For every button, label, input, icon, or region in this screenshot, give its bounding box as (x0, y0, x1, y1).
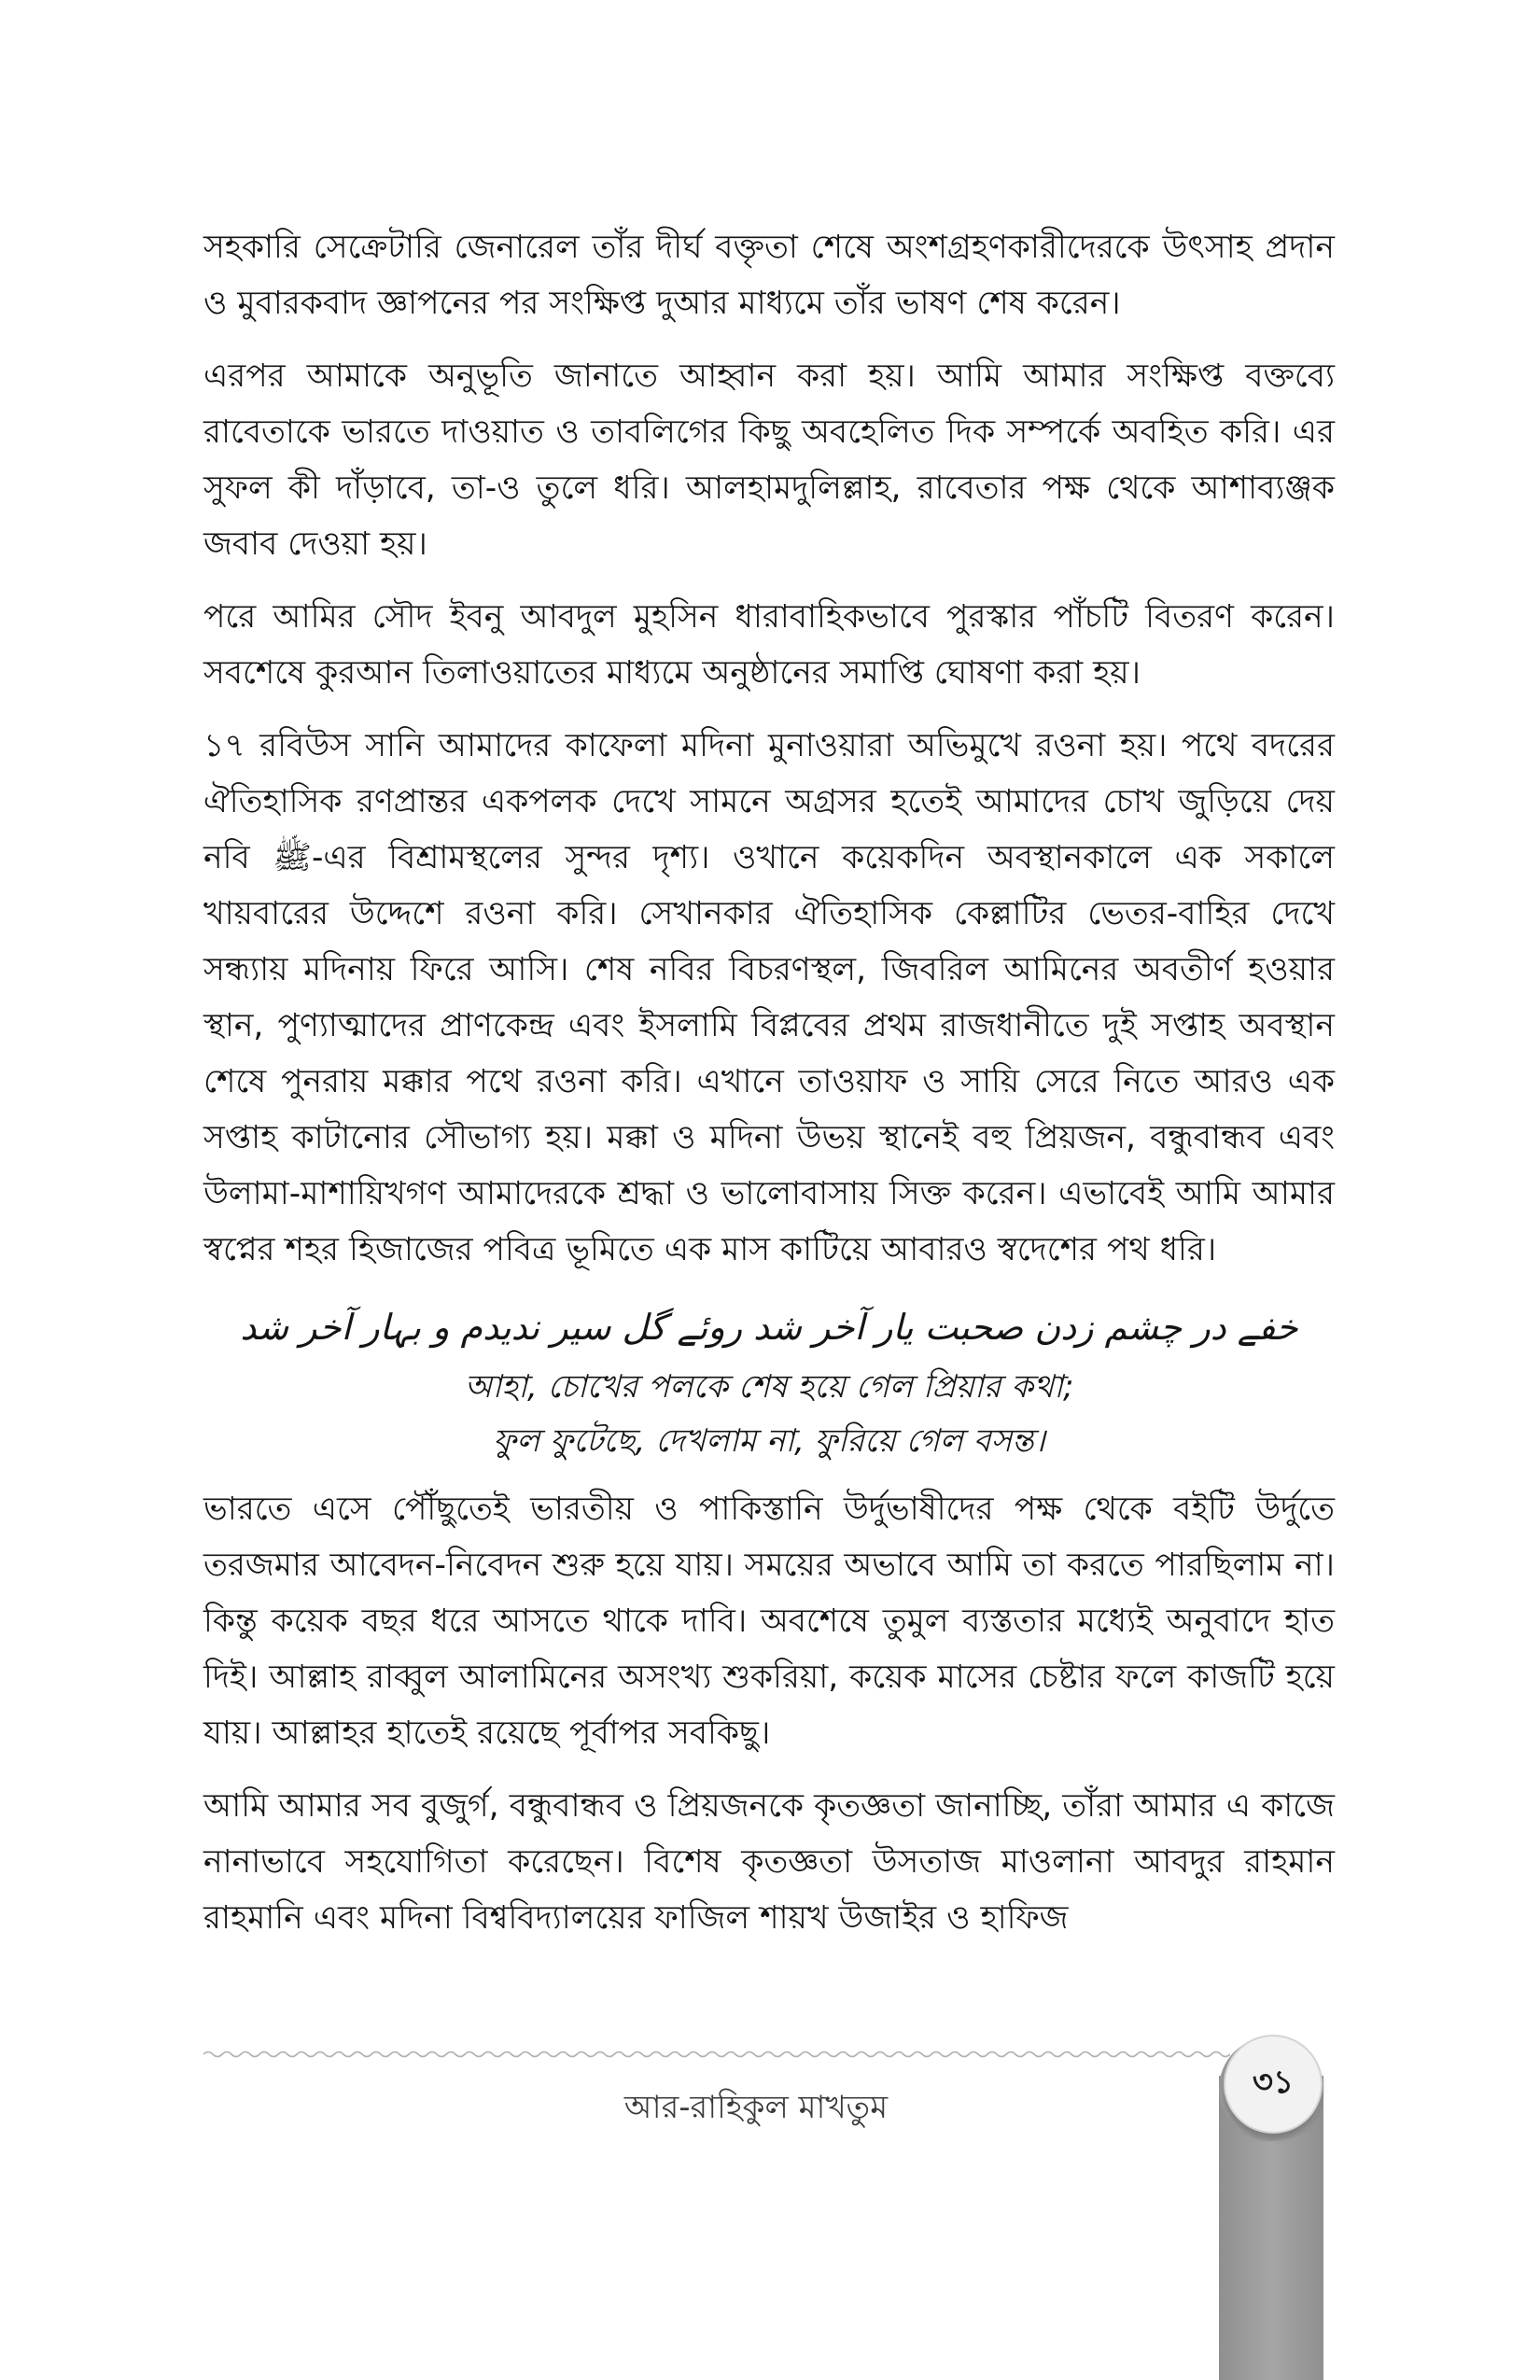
poem-block (203, 1295, 1335, 1468)
poem-persian-verse: خفے در چشم زدن صحبت یار آخر شد روئے گل سیر ندیدم و بہار آخر شد (240, 1307, 1298, 1348)
paragraph-3: পরে আমির সৌদ ইবনু আবদুল মুহসিন ধারাবাহিকভাবে পুরস্কার পাঁচটি বিতরণ করেন। সবশেষে কুরআন তিলাওয়াতের মাধ্যমে অনুষ্ঠানের সমাপ্তি ঘোষণা করা হয়। (203, 598, 1335, 692)
paragraph-1: সহকারি সেক্রেটারি জেনারেল তাঁর দীর্ঘ বক্তৃতা শেষে অংশগ্রহণকারীদেরকে উৎসাহ প্রদান ও মুবারকবাদ জ্ঞাপনের পর সংক্ষিপ্ত দুআর মাধ্যমে তাঁর ভাষণ শেষ করেন। (203, 229, 1335, 322)
page-number-badge: ৩১ (1224, 2035, 1323, 2134)
footer-wavy-divider (203, 2050, 1230, 2059)
paragraph-5: ভারতে এসে পৌঁছুতেই ভারতীয় ও পাকিস্তানি উর্দুভাষীদের পক্ষ থেকে বইটি উর্দুতে তরজমার আবেদন-নিবেদন শুরু হয়ে যায়। সময়ের অভাবে আমি তা করতে পারছিলাম না। কিন্তু কয়েক বছর ধরে আসতে থাকে দাবি। অবশেষে তুমুল ব্যস্ততার মধ্যেই অনুবাদে হাত দিই। আল্লাহ রাব্বুল আলামিনের অসংখ্য শুকরিয়া, কয়েক মাসের চেষ্টার ফলে কাজটি হয়ে যায়। আল্লাহর হাতেই রয়েছে পূর্বাপর সবকিছু। (203, 1491, 1335, 1752)
paragraph-4: ১৭ রবিউস সানি আমাদের কাফেলা মদিনা মুনাওয়ারা অভিমুখে রওনা হয়। পথে বদরের ঐতিহাসিক রণপ্রান্তর একপলক দেখে সামনে অগ্রসর হতেই আমাদের চোখ জুড়িয়ে দেয় নবি ﷺ-এর বিশ্রামস্থলের সুন্দর দৃশ্য। ওখানে কয়েকদিন অবস্থানকালে এক সকালে খায়বারের উদ্দেশে রওনা করি। সেখানকার ঐতিহাসিক কেল্লাটির ভেতর-বাহির দেখে সন্ধ্যায় মদিনায় ফিরে আসি। শেষ নবির বিচরণস্থল, জিবরিল আমিনের অবতীর্ণ হওয়ার স্থান, পুণ্যাত্মাদের প্রাণকেন্দ্র এবং ইসলামি বিপ্লবের প্রথম রাজধানীতে দুই সপ্তাহ অবস্থান শেষে পুনরায় মক্কার পথে রওনা করি। এখানে তাওয়াফ ও সায়ি সেরে নিতে আরও এক সপ্তাহ কাটানোর সৌভাগ্য হয়। মক্কা ও মদিনা উভয় স্থানেই বহু প্রিয়জন, বন্ধুবান্ধব এবং উলামা-মাশায়িখগণ আমাদেরকে শ্রদ্ধা ও ভালোবাসায় সিক্ত করেন। এভাবেই আমি আমার স্বপ্নের শহর হিজাজের পবিত্র ভূমিতে এক মাস কাটিয়ে আবারও স্বদেশের পথ ধরি। (203, 727, 1335, 1268)
paragraph-6: আমি আমার সব বুজুর্গ, বন্ধুবান্ধব ও প্রিয়জনকে কৃতজ্ঞতা জানাচ্ছি, তাঁরা আমার এ কাজে নানাভাবে সহযোগিতা করেছেন। বিশেষ কৃতজ্ঞতা উসতাজ মাওলানা আবদুর রাহমান রাহমানি এবং মদিনা বিশ্ববিদ্যালয়ের ফাজিল শায়খ উজাইর ও হাফিজ (203, 1787, 1335, 1937)
poem-translation-line-2: ফুল ফুটেছে, দেখলাম না, ফুরিয়ে গেল বসন্ত। (493, 1422, 1045, 1460)
running-footer-book-title: আর-রাহিকুল মাখতুম (623, 2089, 889, 2126)
body-text (203, 219, 1335, 1963)
paragraph-2: এরপর আমাকে অনুভূতি জানাতে আহ্বান করা হয়। আমি আমার সংক্ষিপ্ত বক্তব্যে রাবেতাকে ভারতে দাওয়াত ও তাবলিগের কিছু অবহেলিত দিক সম্পর্কে অবহিত করি। এর সুফল কী দাঁড়াবে, তা-ও তুলে ধরি। আলহামদুলিল্লাহ, রাবেতার পক্ষ থেকে আশাব্যঞ্জক জবাব দেওয়া হয়। (203, 357, 1335, 563)
poem-translation-line-1: আহা, চোখের পলকে শেষ হয়ে গেল প্রিয়ার কথা; (464, 1368, 1074, 1406)
